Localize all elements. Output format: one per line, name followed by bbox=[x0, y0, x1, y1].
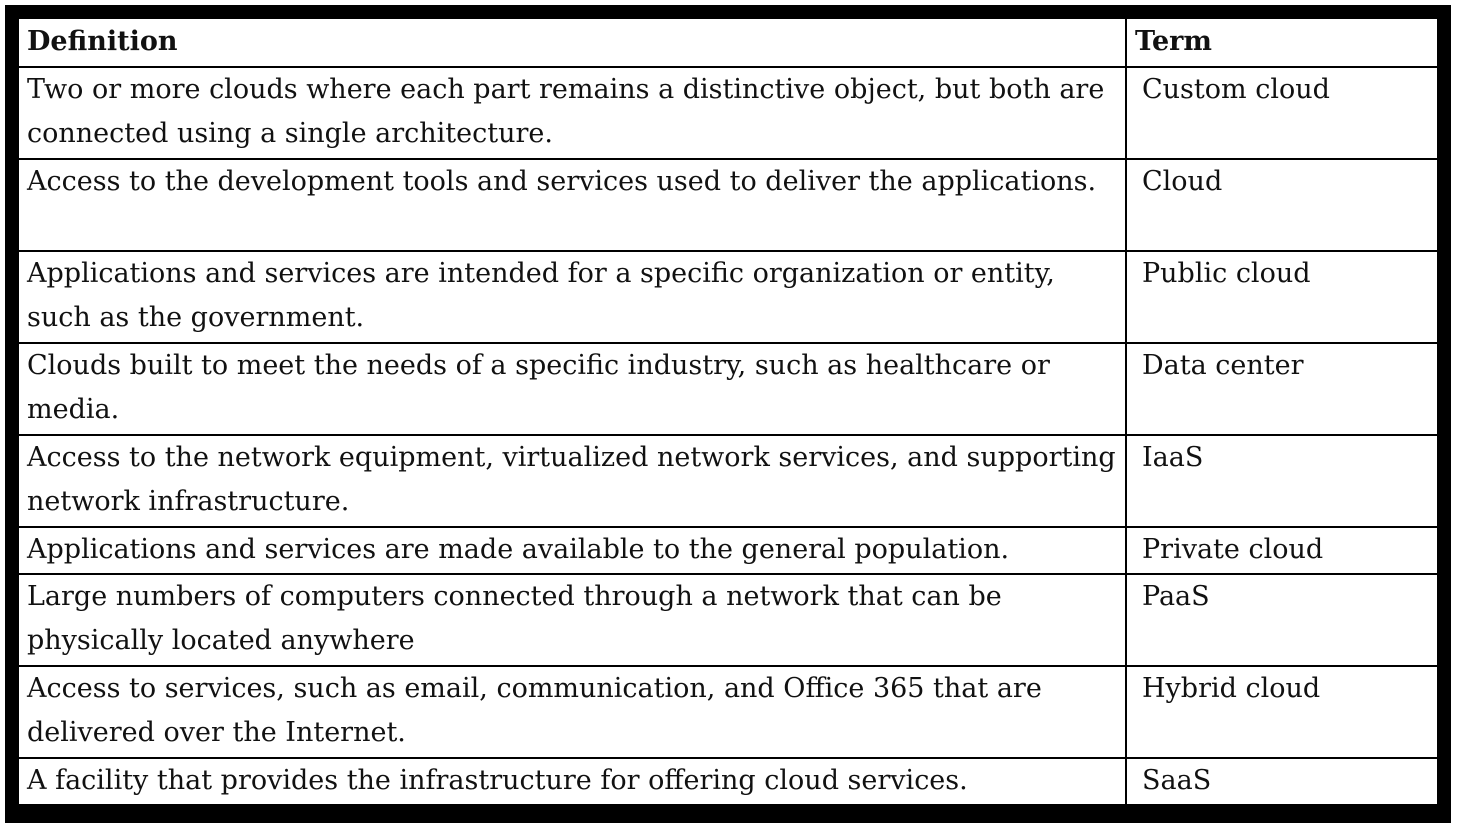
header-term: Term bbox=[1126, 19, 1437, 67]
definition-cell: A facility that provides the infrastructure for offering cloud services. bbox=[19, 758, 1126, 804]
term-cell: Private cloud bbox=[1126, 527, 1437, 574]
definition-cell: Clouds built to meet the needs of a specific industry, such as healthcare or media. bbox=[19, 343, 1126, 435]
term-cell: Custom cloud bbox=[1126, 67, 1437, 159]
definition-cell: Large numbers of computers connected through a network that can be physically located anywhere bbox=[19, 574, 1126, 666]
term-cell: Data center bbox=[1126, 343, 1437, 435]
table-row bbox=[19, 251, 1437, 343]
definition-cell: Access to the development tools and services used to deliver the applications. bbox=[19, 159, 1126, 251]
header-row bbox=[19, 19, 1437, 67]
term-cell: Public cloud bbox=[1126, 251, 1437, 343]
header-definition: Definition bbox=[19, 19, 1126, 67]
definition-cell: Applications and services are made available to the general population. bbox=[19, 527, 1126, 574]
definition-cell: Access to services, such as email, communication, and Office 365 that are delivered over the Internet. bbox=[19, 666, 1126, 758]
table-row bbox=[19, 343, 1437, 435]
term-cell: Cloud bbox=[1126, 159, 1437, 251]
definition-term-table bbox=[19, 19, 1437, 804]
table-row bbox=[19, 67, 1437, 159]
table-row bbox=[19, 435, 1437, 527]
table-row bbox=[19, 574, 1437, 666]
term-cell: PaaS bbox=[1126, 574, 1437, 666]
table-row bbox=[19, 758, 1437, 804]
term-cell: Hybrid cloud bbox=[1126, 666, 1437, 758]
term-cell: IaaS bbox=[1126, 435, 1437, 527]
definition-cell: Applications and services are intended for a specific organization or entity, such as the government. bbox=[19, 251, 1126, 343]
table-row bbox=[19, 159, 1437, 251]
table-row bbox=[19, 527, 1437, 574]
table-row bbox=[19, 666, 1437, 758]
term-cell: SaaS bbox=[1126, 758, 1437, 804]
definition-cell: Access to the network equipment, virtualized network services, and supporting network infrastructure. bbox=[19, 435, 1126, 527]
table-frame bbox=[5, 5, 1451, 823]
definition-cell: Two or more clouds where each part remains a distinctive object, but both are connected using a single architecture. bbox=[19, 67, 1126, 159]
